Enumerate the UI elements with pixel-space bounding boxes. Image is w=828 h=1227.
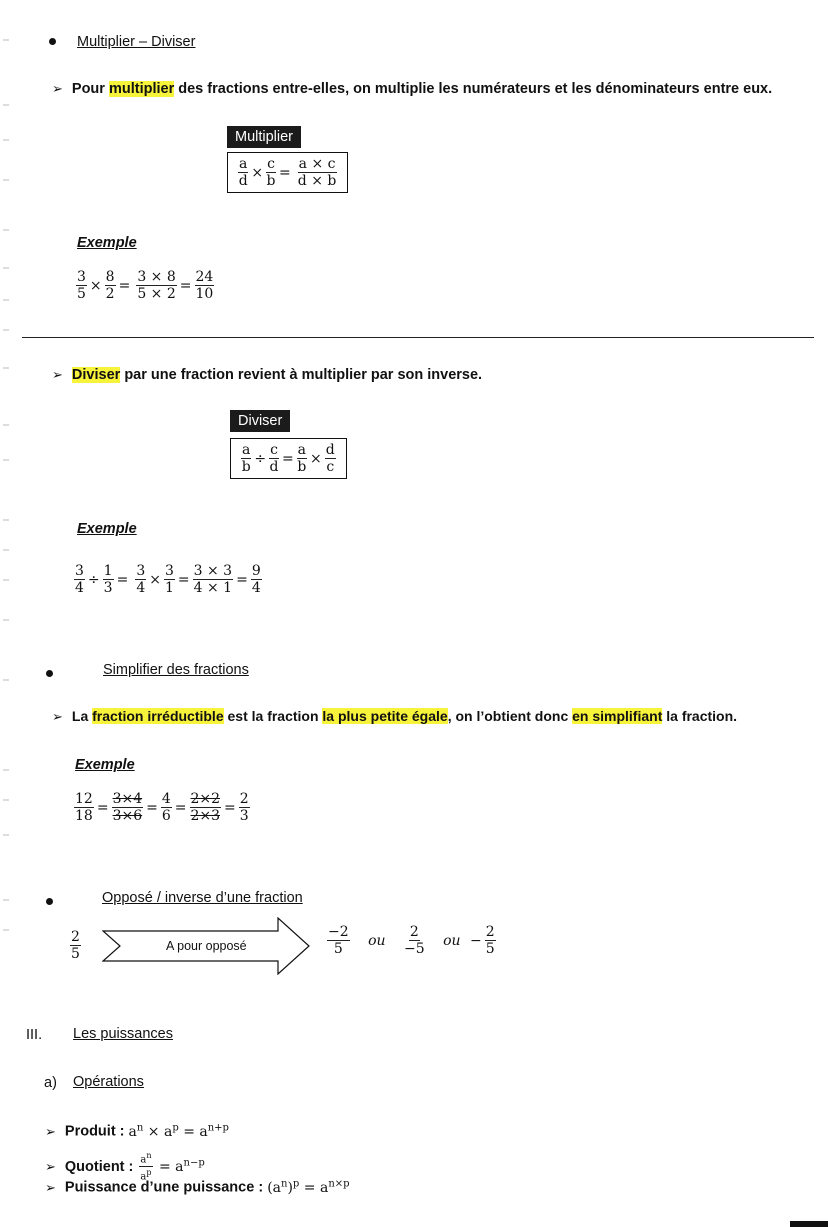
section-heading-powers: Les puissances	[73, 1026, 173, 1042]
formula-box-title: Multiplier	[227, 126, 301, 148]
highlight-diviser: Diviser	[71, 367, 121, 383]
example-label: Exemple	[77, 235, 137, 251]
arrow-bullet-icon: ➢	[45, 1179, 56, 1195]
opposite-results: $\frac{-2}{5}$ ou $\frac{2}{-5}$ ou − $\frac{2}{5}$	[328, 924, 495, 957]
rule-power-of-power: ➢ Puissance d’une puissance : $(a^n)^p = a^{n\times p}$	[45, 1178, 350, 1196]
section-heading-simplify: Simplifier des fractions	[103, 662, 249, 678]
multiply-formula-box: $\frac{a}{d}$ × $\frac{c}{b}$ = $\frac{a \times c}{d \times b}$	[227, 152, 348, 193]
arrow-bullet-icon: ➢	[52, 367, 63, 382]
source-fraction: $\frac{2}{5}$	[71, 929, 80, 962]
subsection-heading-operations: Opérations	[73, 1074, 144, 1090]
arrow-bullet-icon: ➢	[45, 1158, 56, 1174]
divide-formula-box: $\frac{a}{b}$ ÷ $\frac{c}{d}$ = $\frac{a}{b}$ × $\frac{d}{c}$	[230, 438, 347, 479]
example-label: Exemple	[77, 521, 137, 537]
arrow-bullet-icon: ➢	[52, 81, 63, 96]
section-numeral: III.	[26, 1027, 43, 1043]
highlight-multiplier: multiplier	[108, 81, 175, 97]
multiply-example: $\frac{3}{5}$ × $\frac{8}{2}$ = $\frac{3 \times 8}{5 \times 2}$ = $\frac{24}{10}$	[77, 269, 214, 302]
simplify-rule: ➢ La fraction irréductible est la fraction la plus petite égale, on l’obtient donc en simplifiant la fraction.	[52, 708, 738, 724]
formula-box-title: Diviser	[230, 410, 290, 432]
divide-rule: ➢ Diviser par une fraction revient à multiplier par son inverse.	[52, 367, 483, 383]
section-heading-multiply-divide: Multiplier – Diviser	[77, 34, 196, 50]
bullet	[49, 38, 56, 45]
section-heading-opposite: Opposé / inverse d’une fraction	[102, 890, 303, 906]
arrow-bullet-icon: ➢	[45, 1123, 56, 1139]
bullet	[46, 898, 53, 905]
example-label: Exemple	[75, 757, 135, 773]
rule-quotient: ➢ Quotient : $\frac{a^n}{a^p}$ = $a^{n-p}$	[45, 1151, 205, 1183]
simplify-example: $\frac{12}{18}$ = $\frac{3\times 4}{3\times 6}$ = $\frac{4}{6}$ = $\frac{2\times 2}{2\times 3}$ = $\frac{2}{3}$	[75, 791, 249, 824]
arrow-label: A pour opposé	[166, 939, 247, 953]
binder-margin	[0, 0, 12, 1227]
divider	[22, 337, 814, 338]
divide-example: $\frac{3}{4}$ ÷ $\frac{1}{3}$ = $\frac{3}{4}$ × $\frac{3}{1}$ = $\frac{3 \times 3}{4 \times 1}$ = $\frac{9}{4}$	[75, 563, 261, 596]
highlight-plus-petite-egale: la plus petite égale	[322, 708, 448, 724]
arrow-bullet-icon: ➢	[52, 709, 63, 724]
highlight-fraction-irreductible: fraction irréductible	[92, 708, 224, 724]
rule-produit: ➢ Produit : $a^n \times a^p = a^{n+p}$	[45, 1122, 229, 1140]
page-corner-mark	[790, 1221, 828, 1227]
highlight-en-simplifiant: en simplifiant	[572, 708, 663, 724]
subsection-letter: a)	[44, 1075, 57, 1091]
bullet	[46, 670, 53, 677]
multiply-rule: ➢ Pour multiplier des fractions entre-elles, on multiplie les numérateurs et les dénominateurs entre eux.	[52, 81, 773, 97]
